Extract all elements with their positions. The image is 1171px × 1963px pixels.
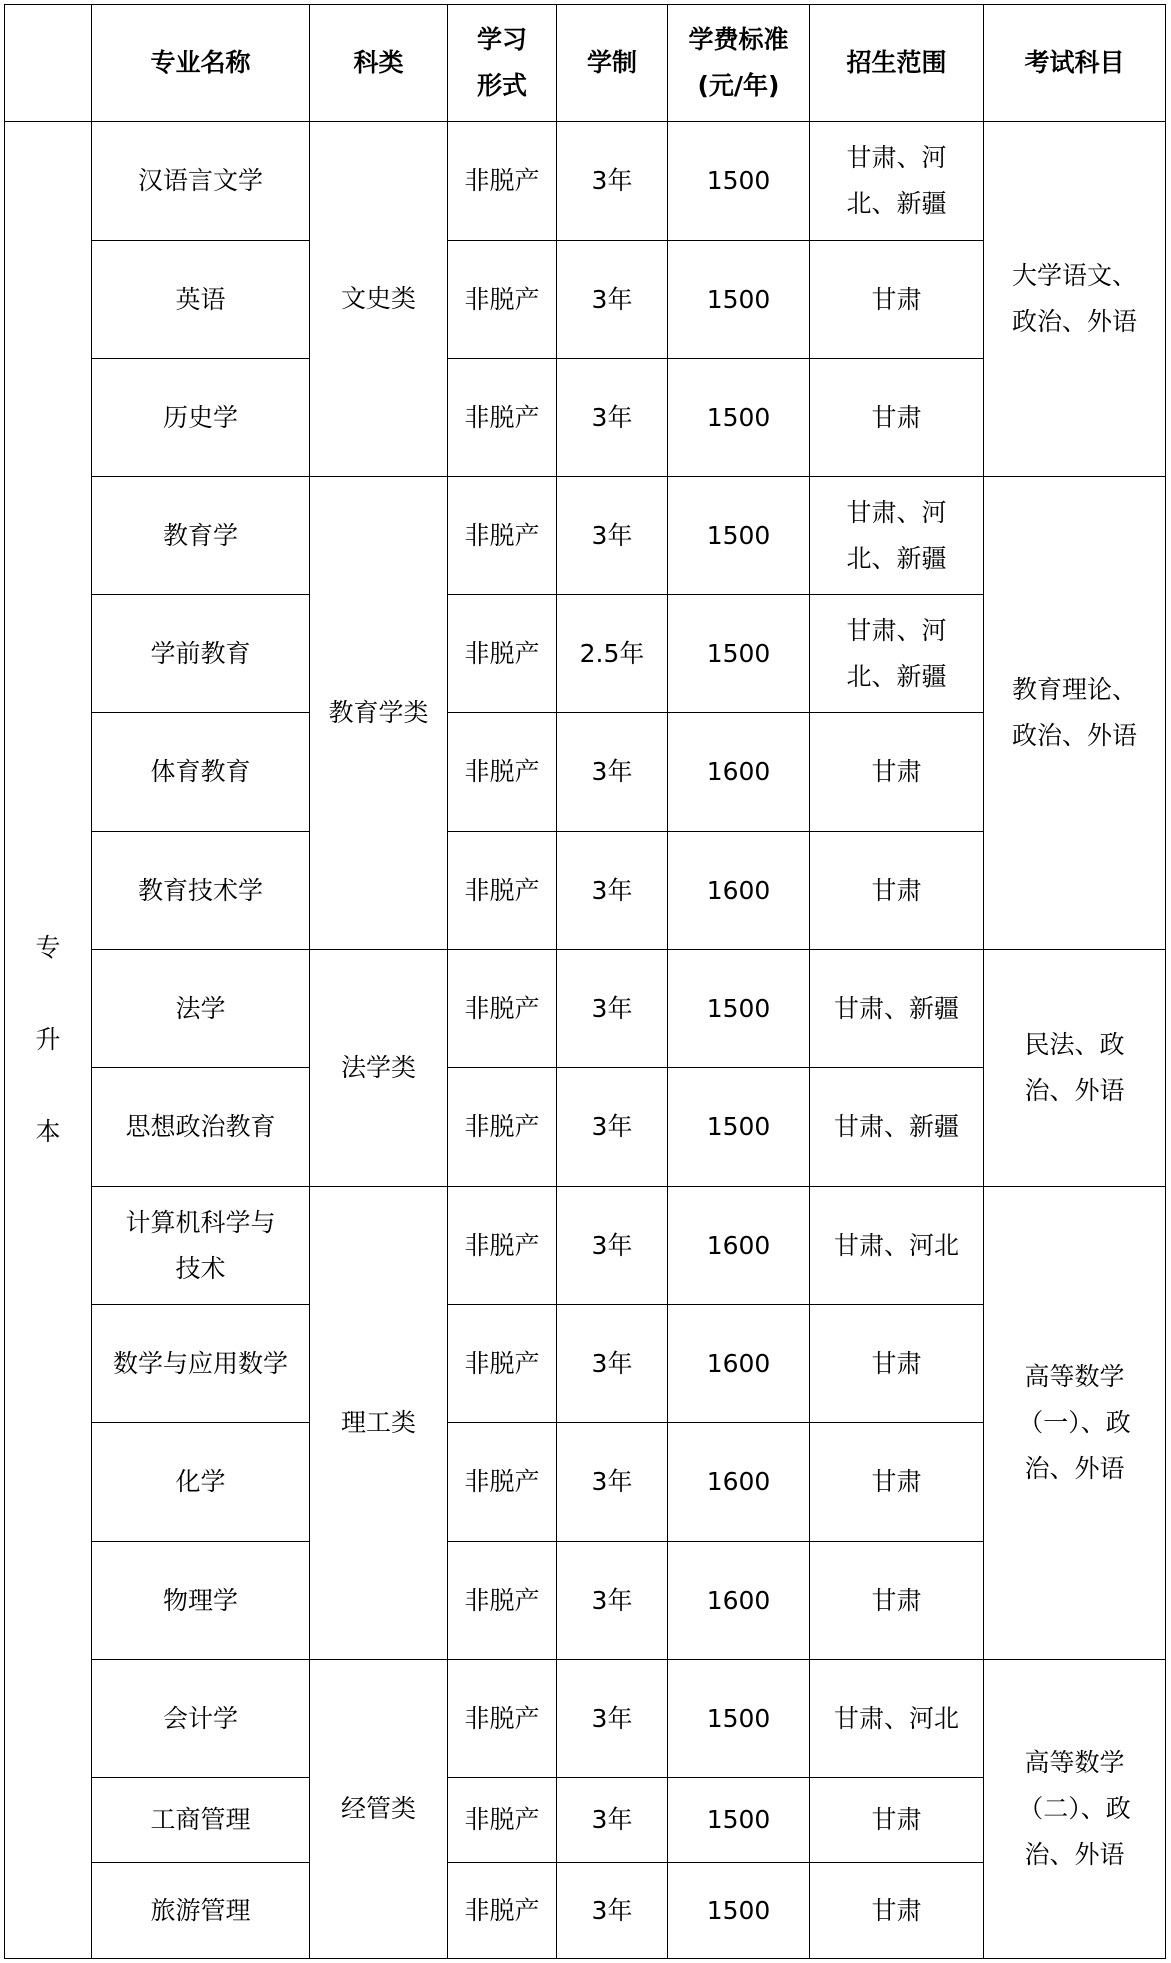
table-row-region: 甘肃: [809, 1541, 984, 1660]
table-row-region: 甘肃: [809, 712, 984, 832]
table-row-tuition: 1500: [667, 240, 810, 359]
table-row-major: 英语: [91, 240, 310, 359]
table-row-duration: 3年: [556, 1422, 668, 1542]
table-row-major: 工商管理: [91, 1777, 310, 1863]
table-row-tuition: 1600: [667, 1422, 810, 1542]
exam-cell: 民法、政治、外语: [983, 949, 1166, 1187]
table-row-form: 非脱产: [447, 1186, 557, 1305]
table-row-major: 物理学: [91, 1541, 310, 1660]
table-row-region: 甘肃: [809, 240, 984, 359]
table-row-region: 甘肃: [809, 1304, 984, 1423]
table-row-tuition: 1500: [667, 1777, 810, 1863]
table-row-tuition: 1600: [667, 1304, 810, 1423]
header-study-form: 学习形式: [447, 4, 557, 122]
table-row-tuition: 1500: [667, 949, 810, 1068]
table-row-region: 甘肃、河北、新疆: [809, 594, 984, 713]
header-duration: 学制: [556, 4, 668, 122]
table-row-tuition: 1600: [667, 1541, 810, 1660]
table-row-form: 非脱产: [447, 240, 557, 359]
table-row-tuition: 1500: [667, 594, 810, 713]
table-row-tuition: 1500: [667, 358, 810, 477]
table-row-form: 非脱产: [447, 1422, 557, 1542]
table-row-duration: 3年: [556, 1186, 668, 1305]
category-cell: 理工类: [309, 1186, 448, 1660]
header-category: 科类: [309, 4, 448, 122]
table-row-form: 非脱产: [447, 949, 557, 1068]
table-row-form: 非脱产: [447, 121, 557, 241]
table-row-duration: 3年: [556, 1067, 668, 1187]
table-row-duration: 3年: [556, 1659, 668, 1778]
table-row-major: 数学与应用数学: [91, 1304, 310, 1423]
exam-cell: 大学语文、政治、外语: [983, 121, 1166, 477]
table-row-form: 非脱产: [447, 1659, 557, 1778]
table-row-major: 化学: [91, 1422, 310, 1542]
table-row-major: 旅游管理: [91, 1862, 310, 1959]
table-row-major: 法学: [91, 949, 310, 1068]
exam-cell: 教育理论、政治、外语: [983, 476, 1166, 950]
table-row-region: 甘肃、新疆: [809, 1067, 984, 1187]
table-row-region: 甘肃、河北: [809, 1186, 984, 1305]
header-tuition: 学费标准(元/年): [667, 4, 810, 122]
table-row-region: 甘肃: [809, 831, 984, 950]
table-row-duration: 3年: [556, 949, 668, 1068]
header-exam: 考试科目: [983, 4, 1166, 122]
table-row-tuition: 1600: [667, 1186, 810, 1305]
table-row-region: 甘肃、河北、新疆: [809, 476, 984, 595]
table-row-form: 非脱产: [447, 1067, 557, 1187]
category-cell: 教育学类: [309, 476, 448, 950]
table-row-region: 甘肃: [809, 358, 984, 477]
table-row-major: 计算机科学与技术: [91, 1186, 310, 1305]
table-row-duration: 3年: [556, 712, 668, 832]
table-row-region: 甘肃、河北、新疆: [809, 121, 984, 241]
category-cell: 文史类: [309, 121, 448, 477]
table-row-tuition: 1500: [667, 121, 810, 241]
table-row-tuition: 1500: [667, 1862, 810, 1959]
table-row-form: 非脱产: [447, 831, 557, 950]
table-row-major: 汉语言文学: [91, 121, 310, 241]
header-blank: [4, 4, 92, 122]
exam-cell: 高等数学（一）、政治、外语: [983, 1186, 1166, 1660]
header-region: 招生范围: [809, 4, 984, 122]
table-row-duration: 3年: [556, 1304, 668, 1423]
table-row-major: 教育技术学: [91, 831, 310, 950]
exam-cell: 高等数学（二）、政治、外语: [983, 1659, 1166, 1959]
table-row-form: 非脱产: [447, 1862, 557, 1959]
table-row-form: 非脱产: [447, 1777, 557, 1863]
table-row-tuition: 1600: [667, 712, 810, 832]
level-cell: 专升本: [4, 121, 92, 1959]
table-row-duration: 2.5年: [556, 594, 668, 713]
table-row-major: 学前教育: [91, 594, 310, 713]
table-row-tuition: 1500: [667, 1659, 810, 1778]
table-row-form: 非脱产: [447, 358, 557, 477]
table-row-duration: 3年: [556, 121, 668, 241]
category-cell: 法学类: [309, 949, 448, 1187]
table-row-major: 体育教育: [91, 712, 310, 832]
table-row-region: 甘肃: [809, 1777, 984, 1863]
table-row-form: 非脱产: [447, 1304, 557, 1423]
table-row-major: 思想政治教育: [91, 1067, 310, 1187]
table-row-duration: 3年: [556, 240, 668, 359]
table-row-duration: 3年: [556, 1777, 668, 1863]
table-row-form: 非脱产: [447, 476, 557, 595]
table-row-major: 历史学: [91, 358, 310, 477]
table-row-tuition: 1500: [667, 1067, 810, 1187]
table-row-region: 甘肃、新疆: [809, 949, 984, 1068]
header-major: 专业名称: [91, 4, 310, 122]
table-row-tuition: 1500: [667, 476, 810, 595]
table-row-form: 非脱产: [447, 594, 557, 713]
table-row-duration: 3年: [556, 1862, 668, 1959]
table-row-duration: 3年: [556, 476, 668, 595]
table-row-major: 教育学: [91, 476, 310, 595]
table-row-region: 甘肃: [809, 1862, 984, 1959]
category-cell: 经管类: [309, 1659, 448, 1959]
table-row-region: 甘肃: [809, 1422, 984, 1542]
table-row-duration: 3年: [556, 1541, 668, 1660]
table-row-form: 非脱产: [447, 1541, 557, 1660]
table-row-duration: 3年: [556, 831, 668, 950]
table-row-region: 甘肃、河北: [809, 1659, 984, 1778]
table-row-form: 非脱产: [447, 712, 557, 832]
table-row-tuition: 1600: [667, 831, 810, 950]
table-row-major: 会计学: [91, 1659, 310, 1778]
table-row-duration: 3年: [556, 358, 668, 477]
